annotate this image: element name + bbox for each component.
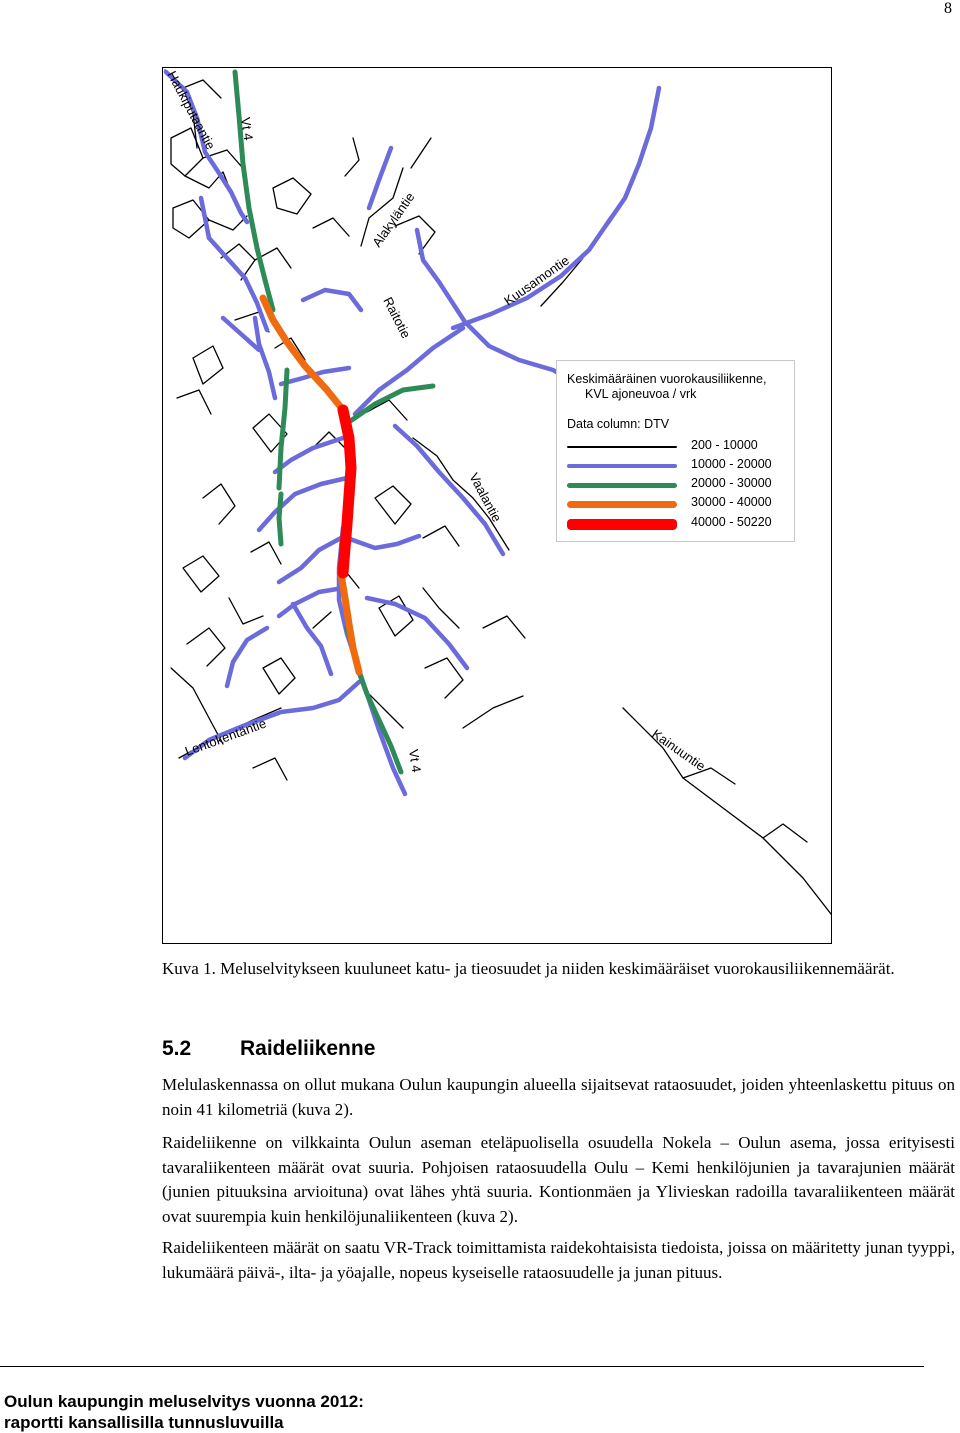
footer-rule	[0, 1366, 924, 1367]
page-number: 8	[944, 0, 952, 17]
label-vt4-south: Vt 4	[406, 748, 425, 774]
legend-swatch	[567, 483, 677, 488]
legend-data-column: Data column: DTV	[567, 417, 670, 431]
footer-title	[4, 1391, 364, 1433]
legend-swatch	[567, 464, 677, 468]
label-kainuuntie: Kainuuntie	[649, 726, 709, 774]
legend-title-line1: Keskimääräinen vuorokausiliikenne,	[567, 372, 767, 386]
label-vaalantie: Vaalantie	[466, 470, 505, 525]
legend-range: 10000 - 20000	[691, 457, 772, 471]
legend-item	[567, 456, 787, 475]
paragraph: Raideliikenteen määrät on saatu VR-Track toimittamista raidekohtaisista tiedoista, joissa on määritetty junan tyyppi, lukumäärä päivä-, ilta- ja yöajalle, nopeus kyseiselle rataosuudelle ja junan pituus.	[162, 1238, 955, 1282]
legend-title-line2: KVL ajoneuvoa / vrk	[585, 387, 697, 401]
section-heading	[162, 1037, 375, 1061]
legend-range: 200 - 10000	[691, 438, 758, 452]
label-alakylantie: Alakyläntie	[369, 189, 418, 250]
legend-range: 40000 - 50220	[691, 515, 772, 529]
label-haukiputaantie: Haukiputaantie	[164, 68, 219, 152]
label-lentokentantie: Lentokentäntie	[182, 715, 269, 759]
label-raitotie: Raitotie	[380, 294, 414, 341]
legend-title	[567, 372, 766, 402]
paragraph: Raideliikenne on vilkkainta Oulun aseman eteläpuolisella osuudella Nokela – Oulun asema, jossa erityisesti tavaraliikenteen määrät ovat suuria. Pohjoisen rataosuudella Oulu – Kemi henkilöjunien ja tavarajunien määrät (junien pituuksina arvioituna) ovat lähes yhtä suuria. Kontionmäen ja Ylivieskan radoilla tavaraliikenteen määrät ovat suurempia kuin henkilöjunaliikenteen (kuva 2).	[162, 1133, 955, 1226]
section-title: Raideliikenne	[240, 1037, 376, 1060]
legend-item	[567, 475, 787, 494]
legend-swatch	[567, 501, 677, 508]
label-vt4-north: Vt 4	[238, 116, 257, 142]
footer-line2: raportti kansallisilla tunnusluvuilla	[4, 1413, 284, 1432]
label-kuusamontie: Kuusamontie	[501, 252, 572, 309]
red-roads	[343, 410, 351, 573]
footer-line1: Oulun kaupungin meluselvitys vuonna 2012:	[4, 1392, 364, 1411]
legend-swatch	[567, 519, 677, 530]
legend-range: 20000 - 30000	[691, 476, 772, 490]
legend-swatch	[567, 446, 677, 448]
legend-range: 30000 - 40000	[691, 495, 772, 509]
legend-item	[567, 494, 787, 513]
legend-item	[567, 514, 787, 533]
paragraph: Melulaskennassa on ollut mukana Oulun kaupungin alueella sijaitsevat rataosuudet, joiden yhteenlaskettu pituus on noin 41 kilometriä (kuva 2).	[162, 1075, 955, 1119]
figure-caption: Kuva 1. Meluselvitykseen kuuluneet katu- ja tieosuudet ja niiden keskimääräiset vuorokausiliikennemäärät.	[162, 959, 895, 978]
legend-item	[567, 437, 787, 456]
map-legend	[556, 360, 795, 542]
section-number: 5.2	[162, 1037, 192, 1060]
